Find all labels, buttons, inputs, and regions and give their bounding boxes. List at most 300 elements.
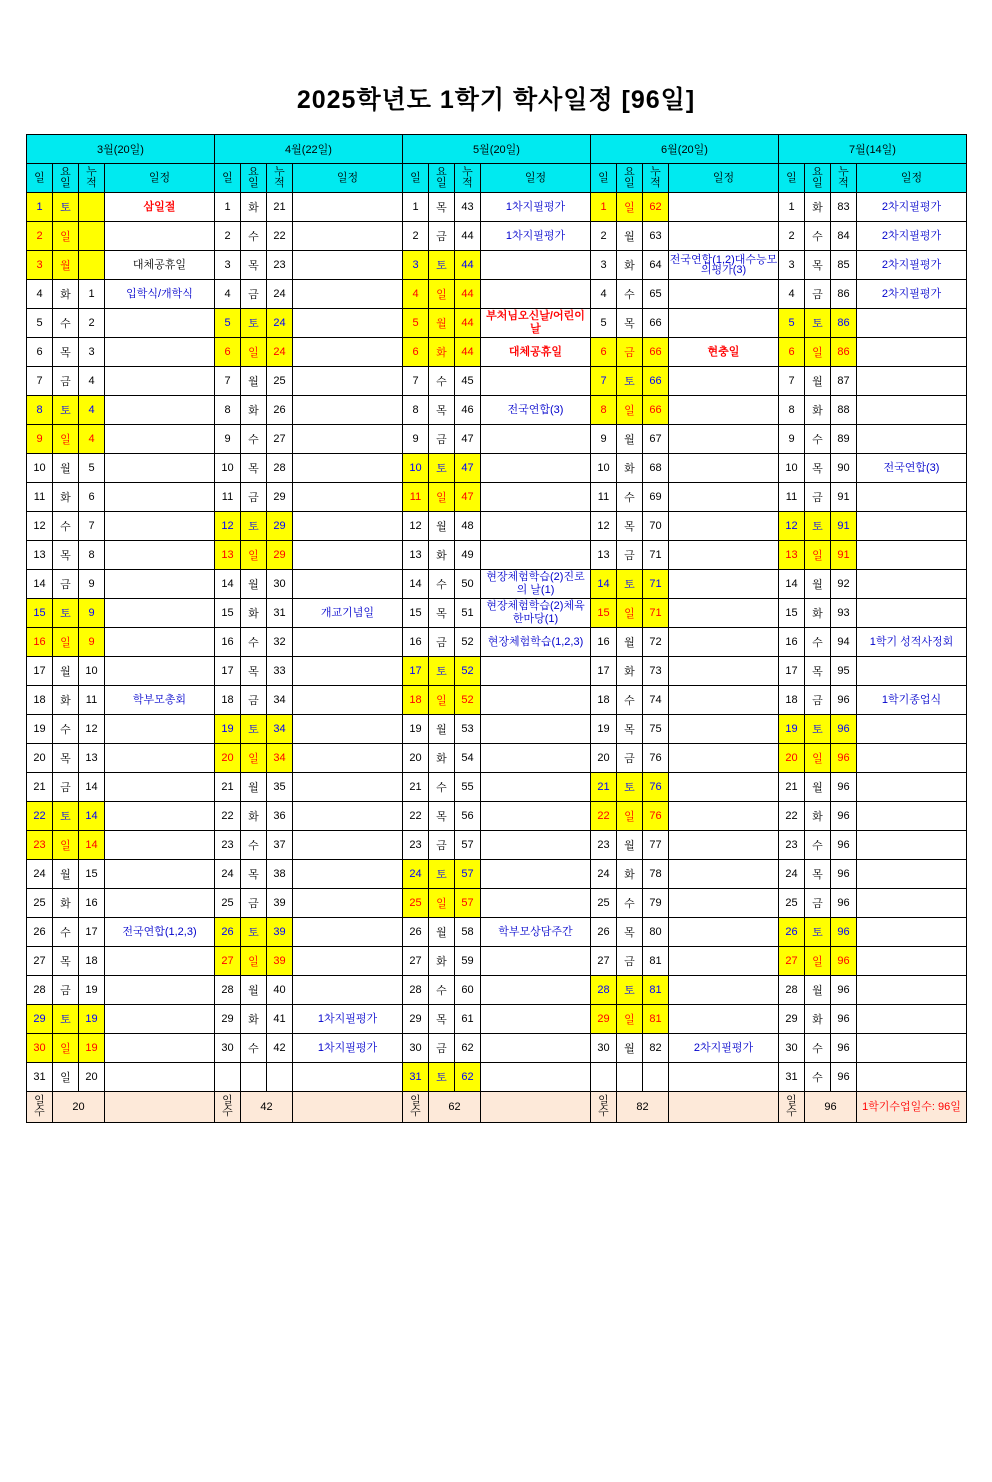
cumulative-cell: 89 — [831, 425, 857, 454]
weekday-cell: 월 — [617, 628, 643, 657]
day-cell: 6 — [591, 338, 617, 367]
weekday-cell: 수 — [53, 715, 79, 744]
event-cell: 2차지필평가 — [857, 251, 967, 280]
weekday-cell: 월 — [241, 367, 267, 396]
event-cell — [105, 396, 215, 425]
event-cell — [857, 1005, 967, 1034]
event-cell — [105, 773, 215, 802]
total-event-3 — [105, 1092, 215, 1123]
day-cell: 8 — [591, 396, 617, 425]
cumulative-cell: 52 — [455, 628, 481, 657]
weekday-cell: 월 — [241, 976, 267, 1005]
cumulative-cell: 36 — [267, 802, 293, 831]
day-cell: 8 — [403, 396, 429, 425]
cumulative-cell: 47 — [455, 454, 481, 483]
day-cell: 6 — [27, 338, 53, 367]
event-cell — [857, 831, 967, 860]
event-cell — [105, 367, 215, 396]
weekday-cell: 일 — [241, 947, 267, 976]
table-row — [27, 686, 967, 715]
weekday-cell: 수 — [429, 570, 455, 599]
event-cell: 입학식/개학식 — [105, 280, 215, 309]
weekday-cell: 목 — [429, 599, 455, 628]
cumulative-cell: 62 — [455, 1063, 481, 1092]
event-cell — [293, 889, 403, 918]
weekday-cell: 일 — [617, 802, 643, 831]
weekday-cell: 목 — [241, 860, 267, 889]
day-cell: 15 — [779, 599, 805, 628]
event-cell — [105, 425, 215, 454]
col-event-6: 일정 — [669, 164, 779, 193]
day-cell: 17 — [215, 657, 241, 686]
day-cell: 22 — [215, 802, 241, 831]
cumulative-cell: 71 — [643, 570, 669, 599]
cumulative-cell: 96 — [831, 1005, 857, 1034]
event-cell — [669, 831, 779, 860]
cumulative-cell: 66 — [643, 338, 669, 367]
day-cell: 14 — [591, 570, 617, 599]
table-row — [27, 628, 967, 657]
col-cumulative-4: 누 적 — [267, 164, 293, 193]
event-cell — [669, 628, 779, 657]
weekday-cell: 목 — [53, 744, 79, 773]
weekday-cell: 목 — [241, 251, 267, 280]
cumulative-cell: 60 — [455, 976, 481, 1005]
day-cell: 22 — [779, 802, 805, 831]
cumulative-cell: 66 — [643, 367, 669, 396]
cumulative-cell: 57 — [455, 889, 481, 918]
cumulative-cell: 46 — [455, 396, 481, 425]
day-cell: 18 — [27, 686, 53, 715]
event-cell — [105, 657, 215, 686]
month-header-3: 3월(20일) — [27, 135, 215, 164]
cumulative-cell: 86 — [831, 338, 857, 367]
weekday-cell: 일 — [429, 280, 455, 309]
day-cell: 30 — [779, 1034, 805, 1063]
col-weekday-7: 요 일 — [805, 164, 831, 193]
weekday-cell: 수 — [617, 280, 643, 309]
cumulative-cell: 18 — [79, 947, 105, 976]
day-cell: 25 — [591, 889, 617, 918]
event-cell — [481, 483, 591, 512]
cumulative-cell: 9 — [79, 628, 105, 657]
table-row — [27, 744, 967, 773]
weekday-cell: 화 — [805, 599, 831, 628]
day-cell: 27 — [403, 947, 429, 976]
weekday-cell: 일 — [53, 222, 79, 251]
weekday-cell: 월 — [53, 657, 79, 686]
month-header-5: 5월(20일) — [403, 135, 591, 164]
col-day-3: 일 — [27, 164, 53, 193]
day-cell: 5 — [779, 309, 805, 338]
day-cell: 28 — [779, 976, 805, 1005]
day-cell: 22 — [27, 802, 53, 831]
weekday-cell: 일 — [241, 541, 267, 570]
weekday-cell: 수 — [805, 831, 831, 860]
event-cell — [105, 831, 215, 860]
cumulative-cell: 96 — [831, 831, 857, 860]
event-cell — [481, 831, 591, 860]
weekday-cell: 수 — [617, 686, 643, 715]
table-row — [27, 425, 967, 454]
weekday-cell: 금 — [429, 1034, 455, 1063]
event-cell — [481, 889, 591, 918]
weekday-cell: 월 — [241, 773, 267, 802]
cumulative-cell: 96 — [831, 889, 857, 918]
day-cell: 14 — [403, 570, 429, 599]
day-cell: 16 — [779, 628, 805, 657]
event-cell: 1학기종업식 — [857, 686, 967, 715]
weekday-cell: 수 — [241, 831, 267, 860]
cumulative-cell: 81 — [643, 947, 669, 976]
weekday-cell: 일 — [53, 831, 79, 860]
cumulative-cell: 29 — [267, 483, 293, 512]
event-cell — [105, 889, 215, 918]
table-row — [27, 309, 967, 338]
weekday-cell: 일 — [241, 338, 267, 367]
cumulative-cell: 6 — [79, 483, 105, 512]
cumulative-cell: 52 — [455, 686, 481, 715]
event-cell — [481, 976, 591, 1005]
day-cell: 28 — [591, 976, 617, 1005]
day-cell: 16 — [27, 628, 53, 657]
cumulative-cell: 34 — [267, 715, 293, 744]
weekday-cell: 일 — [805, 744, 831, 773]
weekday-cell: 수 — [429, 976, 455, 1005]
weekday-cell: 일 — [805, 338, 831, 367]
cumulative-cell: 76 — [643, 744, 669, 773]
col-day-7: 일 — [779, 164, 805, 193]
table-row — [27, 541, 967, 570]
total-label-5: 일 수 — [403, 1092, 429, 1123]
weekday-cell: 토 — [429, 860, 455, 889]
event-cell — [669, 367, 779, 396]
cumulative-cell: 24 — [267, 309, 293, 338]
cumulative-cell: 22 — [267, 222, 293, 251]
cumulative-cell — [79, 222, 105, 251]
weekday-cell: 일 — [617, 193, 643, 222]
cumulative-cell: 96 — [831, 715, 857, 744]
weekday-cell: 목 — [429, 396, 455, 425]
cumulative-cell: 38 — [267, 860, 293, 889]
event-cell — [669, 309, 779, 338]
weekday-cell: 일 — [53, 1063, 79, 1092]
cumulative-cell: 50 — [455, 570, 481, 599]
cumulative-cell: 76 — [643, 802, 669, 831]
weekday-cell: 목 — [429, 1005, 455, 1034]
event-cell: 부처님오신날/어린이날 — [481, 309, 591, 338]
day-cell: 29 — [779, 1005, 805, 1034]
cumulative-cell: 74 — [643, 686, 669, 715]
cumulative-cell: 93 — [831, 599, 857, 628]
event-cell — [857, 570, 967, 599]
weekday-cell: 일 — [617, 599, 643, 628]
day-cell: 12 — [591, 512, 617, 541]
day-cell: 19 — [27, 715, 53, 744]
cumulative-cell: 95 — [831, 657, 857, 686]
cumulative-cell: 78 — [643, 860, 669, 889]
cumulative-cell: 30 — [267, 570, 293, 599]
cumulative-cell: 79 — [643, 889, 669, 918]
table-row — [27, 570, 967, 599]
col-cumulative-7: 누 적 — [831, 164, 857, 193]
event-cell — [481, 860, 591, 889]
cumulative-cell: 40 — [267, 976, 293, 1005]
col-weekday-4: 요 일 — [241, 164, 267, 193]
event-cell — [293, 309, 403, 338]
cumulative-cell: 77 — [643, 831, 669, 860]
weekday-cell: 수 — [805, 425, 831, 454]
table-row — [27, 1034, 967, 1063]
cumulative-cell: 88 — [831, 396, 857, 425]
cumulative-cell: 96 — [831, 947, 857, 976]
day-cell: 21 — [403, 773, 429, 802]
total-value-3: 20 — [53, 1092, 105, 1123]
total-value-5: 62 — [429, 1092, 481, 1123]
event-cell — [105, 947, 215, 976]
cumulative-cell: 34 — [267, 744, 293, 773]
cumulative-cell: 96 — [831, 976, 857, 1005]
day-cell: 30 — [27, 1034, 53, 1063]
table-row — [27, 1063, 967, 1092]
weekday-cell: 토 — [429, 454, 455, 483]
cumulative-cell: 7 — [79, 512, 105, 541]
event-cell — [481, 280, 591, 309]
cumulative-cell: 42 — [267, 1034, 293, 1063]
weekday-cell: 금 — [805, 483, 831, 512]
day-cell: 22 — [591, 802, 617, 831]
day-cell: 5 — [27, 309, 53, 338]
event-cell — [481, 1034, 591, 1063]
cumulative-cell: 91 — [831, 512, 857, 541]
day-cell: 23 — [591, 831, 617, 860]
weekday-cell: 금 — [429, 425, 455, 454]
weekday-cell: 토 — [53, 396, 79, 425]
day-cell: 31 — [27, 1063, 53, 1092]
event-cell — [105, 599, 215, 628]
weekday-cell: 일 — [241, 744, 267, 773]
cumulative-cell: 56 — [455, 802, 481, 831]
weekday-cell: 수 — [617, 889, 643, 918]
day-cell: 1 — [779, 193, 805, 222]
day-cell: 4 — [779, 280, 805, 309]
weekday-cell: 수 — [53, 512, 79, 541]
day-cell: 18 — [591, 686, 617, 715]
table-row — [27, 396, 967, 425]
event-cell — [481, 425, 591, 454]
cumulative-cell: 3 — [79, 338, 105, 367]
cumulative-cell: 14 — [79, 831, 105, 860]
weekday-cell: 수 — [241, 425, 267, 454]
event-cell — [669, 947, 779, 976]
day-cell: 29 — [27, 1005, 53, 1034]
day-cell: 17 — [27, 657, 53, 686]
day-cell: 9 — [591, 425, 617, 454]
cumulative-cell: 1 — [79, 280, 105, 309]
month-header-7: 7월(14일) — [779, 135, 967, 164]
weekday-cell: 토 — [805, 715, 831, 744]
cumulative-cell: 4 — [79, 396, 105, 425]
weekday-cell: 수 — [53, 918, 79, 947]
day-cell: 2 — [215, 222, 241, 251]
cumulative-cell: 19 — [79, 1034, 105, 1063]
cumulative-cell: 57 — [455, 860, 481, 889]
day-cell: 8 — [215, 396, 241, 425]
event-cell — [857, 802, 967, 831]
day-cell: 7 — [27, 367, 53, 396]
event-cell — [293, 628, 403, 657]
event-cell — [669, 280, 779, 309]
day-cell: 11 — [215, 483, 241, 512]
cumulative-cell: 96 — [831, 773, 857, 802]
cumulative-cell: 96 — [831, 918, 857, 947]
table-row — [27, 831, 967, 860]
event-cell — [293, 512, 403, 541]
cumulative-cell — [79, 251, 105, 280]
day-cell: 17 — [403, 657, 429, 686]
day-cell: 23 — [779, 831, 805, 860]
event-cell — [857, 396, 967, 425]
weekday-cell: 목 — [429, 193, 455, 222]
cumulative-cell: 91 — [831, 483, 857, 512]
day-cell: 16 — [591, 628, 617, 657]
weekday-cell: 토 — [241, 918, 267, 947]
total-label-3: 일 수 — [27, 1092, 53, 1123]
event-cell — [857, 773, 967, 802]
event-cell — [669, 599, 779, 628]
day-cell: 14 — [215, 570, 241, 599]
cumulative-cell: 27 — [267, 425, 293, 454]
weekday-cell: 월 — [805, 570, 831, 599]
weekday-cell: 금 — [241, 280, 267, 309]
weekday-cell: 일 — [805, 541, 831, 570]
weekday-cell: 화 — [429, 338, 455, 367]
total-event-4 — [293, 1092, 403, 1123]
event-cell — [481, 541, 591, 570]
weekday-cell: 금 — [805, 686, 831, 715]
academic-calendar — [26, 134, 966, 1123]
weekday-cell: 월 — [617, 222, 643, 251]
event-cell — [481, 744, 591, 773]
day-cell: 28 — [403, 976, 429, 1005]
day-cell: 20 — [403, 744, 429, 773]
cumulative-cell: 85 — [831, 251, 857, 280]
day-cell: 1 — [215, 193, 241, 222]
event-cell — [293, 454, 403, 483]
table-row — [27, 976, 967, 1005]
weekday-cell: 목 — [617, 715, 643, 744]
event-cell — [105, 744, 215, 773]
weekday-cell: 토 — [805, 512, 831, 541]
weekday-cell: 토 — [429, 657, 455, 686]
day-cell: 25 — [779, 889, 805, 918]
day-cell: 21 — [591, 773, 617, 802]
event-cell — [481, 802, 591, 831]
col-event-4: 일정 — [293, 164, 403, 193]
cumulative-cell: 49 — [455, 541, 481, 570]
weekday-cell: 금 — [617, 338, 643, 367]
cumulative-cell: 24 — [267, 338, 293, 367]
event-cell — [105, 1005, 215, 1034]
day-cell: 13 — [591, 541, 617, 570]
event-cell: 개교기념일 — [293, 599, 403, 628]
cumulative-cell: 68 — [643, 454, 669, 483]
weekday-cell: 화 — [805, 396, 831, 425]
day-cell: 17 — [591, 657, 617, 686]
day-cell: 11 — [779, 483, 805, 512]
day-cell: 28 — [215, 976, 241, 1005]
event-cell — [481, 512, 591, 541]
cumulative-cell: 13 — [79, 744, 105, 773]
event-cell — [669, 918, 779, 947]
day-cell: 27 — [27, 947, 53, 976]
weekday-cell: 금 — [805, 280, 831, 309]
day-cell: 12 — [779, 512, 805, 541]
weekday-cell: 화 — [805, 802, 831, 831]
event-cell — [105, 541, 215, 570]
event-cell — [293, 715, 403, 744]
weekday-cell: 화 — [53, 889, 79, 918]
day-cell: 17 — [779, 657, 805, 686]
event-cell — [669, 802, 779, 831]
event-cell — [293, 657, 403, 686]
weekday-cell: 금 — [53, 976, 79, 1005]
day-cell: 13 — [779, 541, 805, 570]
cumulative-cell: 32 — [267, 628, 293, 657]
event-cell — [669, 541, 779, 570]
weekday-cell: 금 — [53, 570, 79, 599]
day-cell: 24 — [27, 860, 53, 889]
event-cell: 전국연합(1,2)대수능모의평가(3) — [669, 251, 779, 280]
total-label-7: 일 수 — [779, 1092, 805, 1123]
cumulative-cell: 71 — [643, 541, 669, 570]
cumulative-cell: 51 — [455, 599, 481, 628]
cumulative-cell: 37 — [267, 831, 293, 860]
total-label-6: 일 수 — [591, 1092, 617, 1123]
event-cell — [481, 367, 591, 396]
event-cell — [105, 860, 215, 889]
event-cell — [105, 483, 215, 512]
event-cell: 전국연합(3) — [481, 396, 591, 425]
weekday-cell: 토 — [53, 1005, 79, 1034]
weekday-cell: 토 — [429, 1063, 455, 1092]
event-cell — [481, 686, 591, 715]
day-cell: 4 — [215, 280, 241, 309]
cumulative-cell: 47 — [455, 425, 481, 454]
weekday-cell: 목 — [617, 512, 643, 541]
cumulative-cell: 80 — [643, 918, 669, 947]
weekday-cell: 월 — [617, 831, 643, 860]
event-cell — [105, 1063, 215, 1092]
event-cell — [293, 425, 403, 454]
weekday-cell: 토 — [53, 599, 79, 628]
weekday-cell: 금 — [617, 541, 643, 570]
weekday-cell: 금 — [617, 947, 643, 976]
weekday-cell: 수 — [53, 309, 79, 338]
weekday-cell: 수 — [241, 222, 267, 251]
cumulative-cell: 4 — [79, 425, 105, 454]
day-cell: 19 — [591, 715, 617, 744]
cumulative-cell: 64 — [643, 251, 669, 280]
event-cell — [105, 628, 215, 657]
weekday-cell: 일 — [53, 425, 79, 454]
cumulative-cell: 65 — [643, 280, 669, 309]
cumulative-cell: 19 — [79, 976, 105, 1005]
event-cell — [293, 947, 403, 976]
event-cell: 현장체험학습(2)체육한마당(1) — [481, 599, 591, 628]
weekday-cell: 월 — [53, 251, 79, 280]
cumulative-cell: 86 — [831, 309, 857, 338]
